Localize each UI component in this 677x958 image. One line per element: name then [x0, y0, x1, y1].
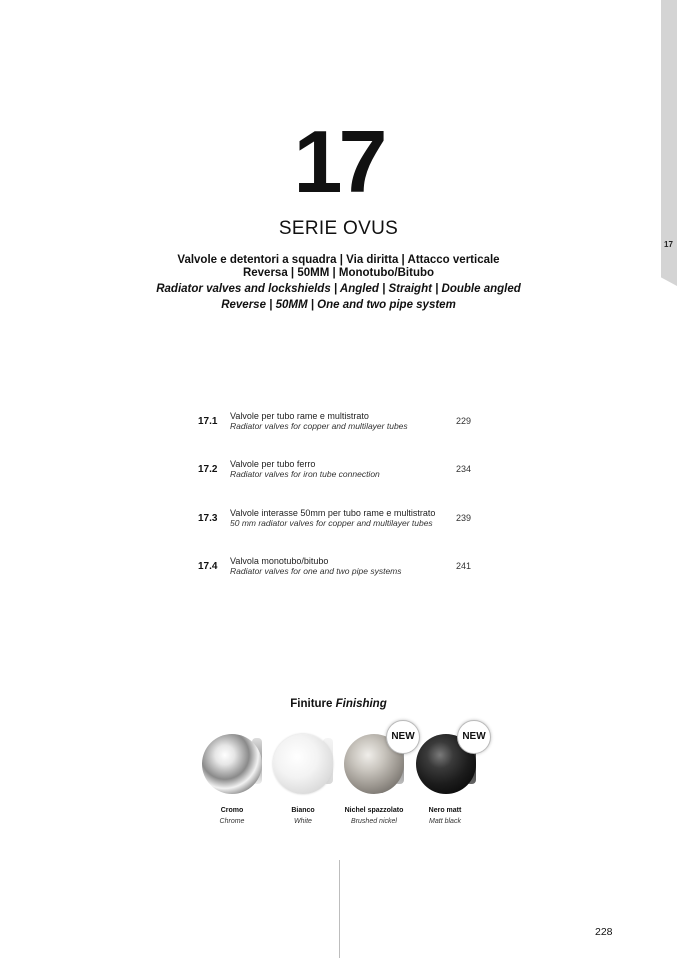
- toc-title-it: Valvole per tubo rame e multistrato: [230, 411, 369, 421]
- subtitle-en-line1: Radiator valves and lockshields | Angled | Straight | Double angled: [156, 283, 521, 295]
- new-badge: NEW: [457, 720, 491, 754]
- finish-label-it: Cromo: [220, 807, 244, 814]
- toc-row[interactable]: [198, 411, 498, 441]
- toc-title-en: 50 mm radiator valves for copper and multilayer tubes: [230, 518, 433, 528]
- white-knob-image: [273, 734, 333, 794]
- center-divider-line: [339, 860, 340, 958]
- subtitle-en-line2: Reverse | 50MM | One and two pipe system: [221, 299, 456, 311]
- finishing-title: [0, 698, 677, 710]
- finish-label-it: Bianco: [291, 807, 315, 814]
- toc-page: 234: [456, 464, 472, 474]
- toc-number: 17.4: [198, 561, 218, 572]
- finish-label-en: White: [294, 818, 312, 825]
- finish-label-en: Brushed nickel: [351, 818, 397, 825]
- new-badge: NEW: [386, 720, 420, 754]
- finish-label-en: Matt black: [429, 818, 461, 825]
- subtitle-it-line2: Reversa | 50MM | Monotubo/Bitubo: [242, 267, 435, 279]
- series-title: SERIE OVUS: [278, 218, 399, 239]
- page-number: 228: [595, 926, 613, 938]
- toc-title-en: Radiator valves for one and two pipe systems: [230, 566, 402, 576]
- toc-page: 229: [456, 416, 472, 426]
- toc-row[interactable]: [198, 459, 498, 489]
- toc-number: 17.1: [198, 416, 218, 427]
- subtitle-it-line1: Valvole e detentori a squadra | Via diritta | Attacco verticale: [177, 254, 500, 266]
- finish-label-it: Nichel spazzolato: [344, 807, 404, 814]
- toc-row[interactable]: [198, 508, 498, 538]
- toc-row[interactable]: [198, 556, 498, 586]
- chapter-number: 17: [293, 112, 384, 211]
- finish-label-it: Nero matt: [428, 807, 462, 814]
- toc-number: 17.2: [198, 464, 218, 475]
- chrome-knob-image: [202, 734, 262, 794]
- toc-title-it: Valvole interasse 50mm per tubo rame e multistrato: [230, 508, 436, 518]
- side-tab-number: 17: [664, 240, 673, 249]
- toc-title-it: Valvola monotubo/bitubo: [230, 556, 329, 566]
- toc-title-it: Valvole per tubo ferro: [230, 459, 316, 469]
- toc-number: 17.3: [198, 513, 218, 524]
- toc-title-en: Radiator valves for iron tube connection: [230, 469, 380, 479]
- finishing-title-it: Finiture: [290, 698, 333, 710]
- toc-title-en: Radiator valves for copper and multilayer tubes: [230, 421, 408, 431]
- finish-label-en: Chrome: [219, 818, 245, 825]
- toc-page: 241: [456, 561, 472, 571]
- finishing-title-en: Finishing: [335, 698, 387, 710]
- toc-page: 239: [456, 513, 472, 523]
